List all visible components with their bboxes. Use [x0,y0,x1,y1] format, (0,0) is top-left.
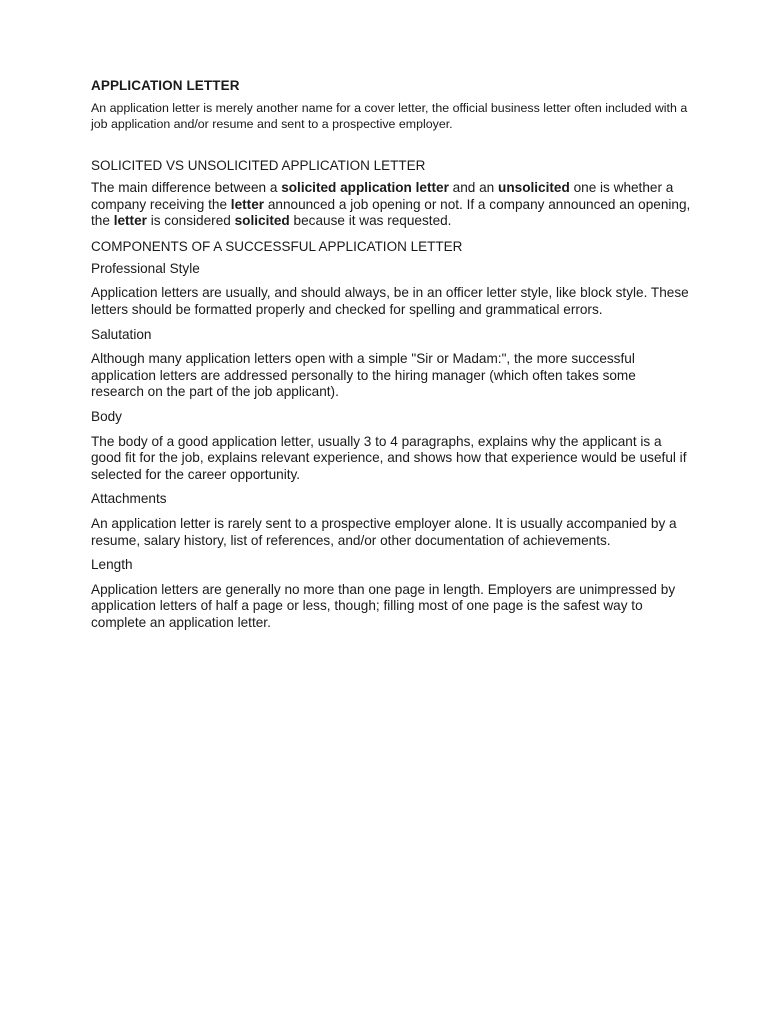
solicited-text-4: announced a job opening or not. If a company announced an opening, the [91,196,691,229]
section-body-body: The body of a good application letter, usually 3 to 4 paragraphs, explains why the applicant is a good fit for the job, explains relevant experience, and shows how that experience would be useful if selected for the career opportunity. [91,433,687,482]
section-heading-salutation: Salutation [91,326,152,342]
section-body-professional-style: Application letters are usually, and should always, be in an officer letter style, like block style. These letters should be formatted properly and checked for spelling and grammatical errors. [91,285,689,317]
solicited-text-6: because it was requested. [289,213,452,229]
intro-paragraph: An application letter is merely another name for a cover letter, the official business letter often included with a job application and/or resume and sent to a prospective employer. [91,101,688,131]
components-heading: COMPONENTS OF A SUCCESSFUL APPLICATION LETTER [91,238,463,254]
section-body-salutation: Although many application letters open with a simple "Sir or Madam:", the more successful application letters are addressed personally to the hiring manager (which often takes some research on the part of the job applicant). [91,351,636,400]
solicited-bold-5: solicited [234,213,290,229]
solicited-paragraph [91,180,691,230]
section-heading-professional-style: Professional Style [91,260,200,276]
solicited-text-5: is considered [146,213,235,229]
solicited-text-1: The main difference between a [91,180,282,195]
solicited-bold-4: letter [113,213,147,229]
solicited-text-2: and an [448,180,499,195]
section-body-attachments: An application letter is rarely sent to a prospective employer alone. It is usually accompanied by a resume, salary history, list of references, and/or other documentation of achievements. [91,515,677,548]
document-content [91,77,691,639]
solicited-bold-3: letter [230,196,265,212]
solicited-bold-1: solicited application letter [281,180,449,195]
solicited-heading: SOLICITED VS UNSOLICITED APPLICATION LETTER [91,158,426,173]
section-heading-attachments: Attachments [91,491,167,507]
solicited-text-3: one is whether a company receiving the [91,180,674,212]
section-body-length: Application letters are generally no more than one page in length. Employers are unimpressed by application letters of half a page or less, though; filling most of one page is the safest way to complete an application letter. [91,581,676,630]
section-heading-body: Body [91,408,122,424]
solicited-bold-2: unsolicited [498,180,570,195]
document-title: APPLICATION LETTER [91,78,240,93]
section-heading-length: Length [91,557,133,573]
